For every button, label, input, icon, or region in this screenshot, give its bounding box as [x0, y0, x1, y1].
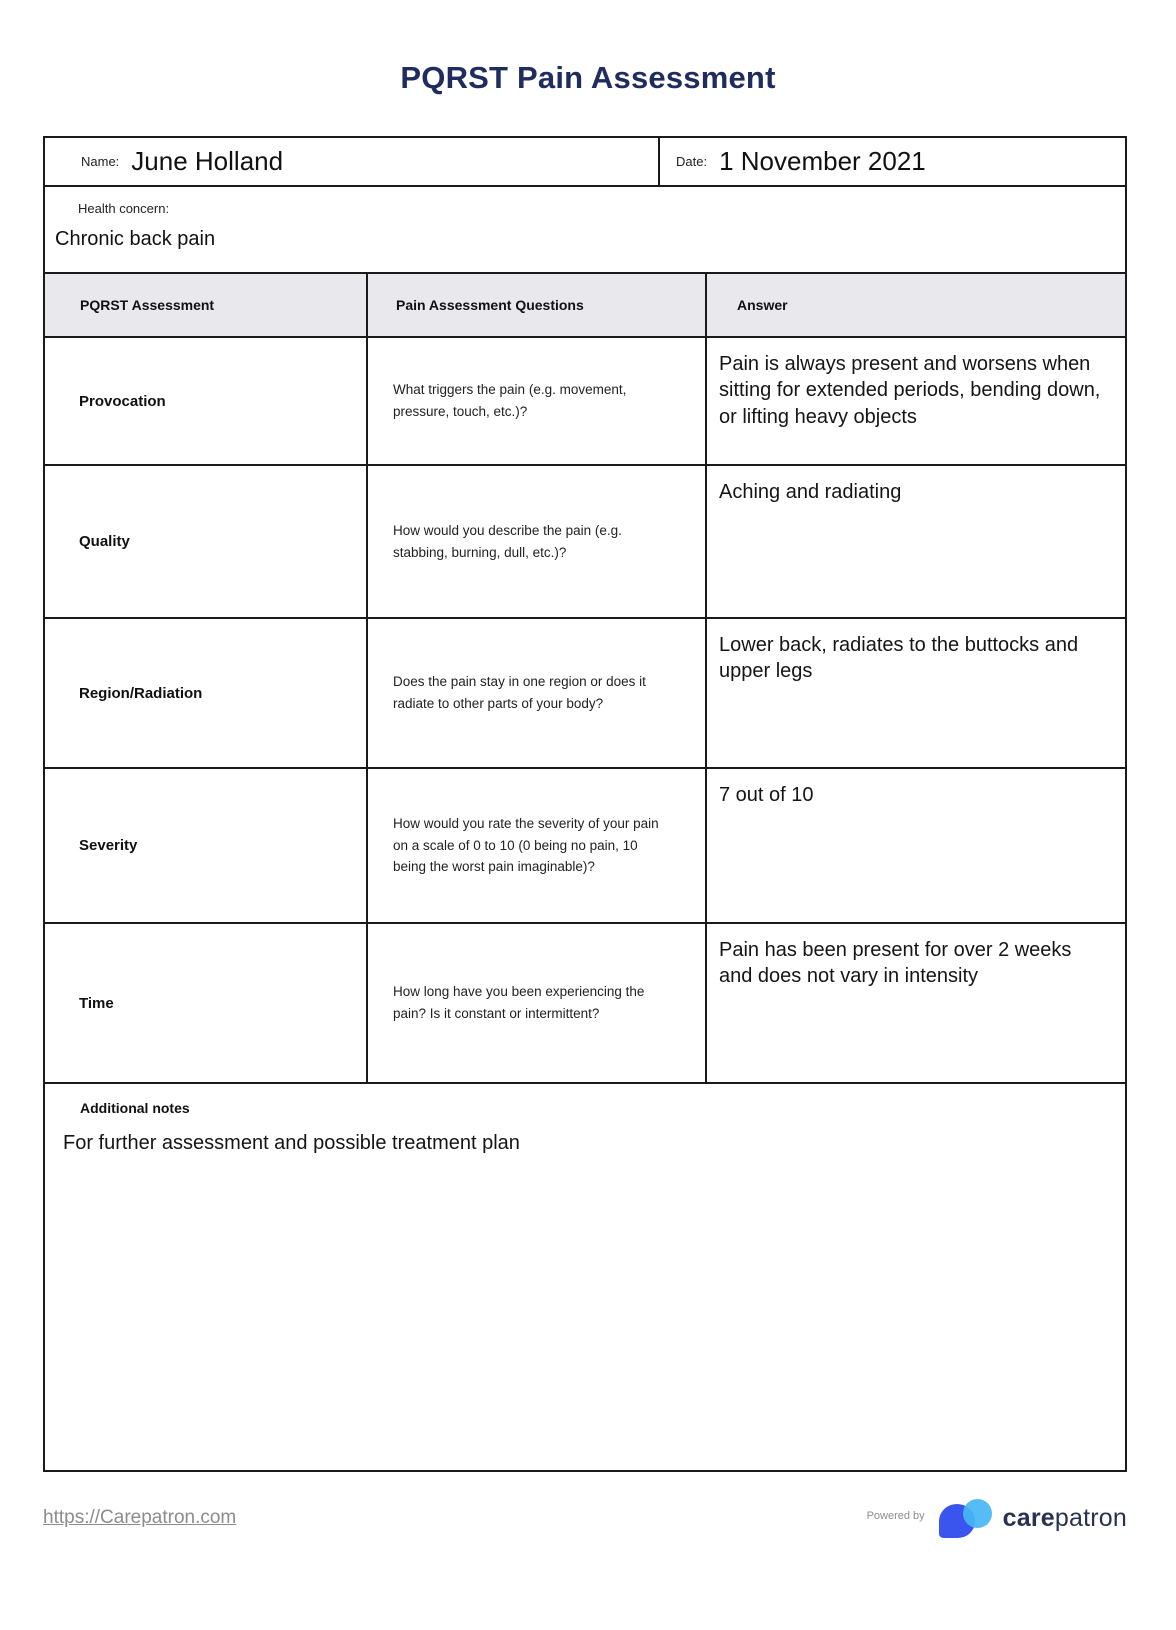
row-answer: Pain is always present and worsens when sitting for extended periods, bending down, or lifting heavy objects — [719, 353, 1101, 428]
brand-patron: patron — [1054, 1503, 1127, 1532]
row-question: What triggers the pain (e.g. movement, pressure, touch, etc.)? — [368, 338, 707, 464]
date-value: 1 November 2021 — [719, 146, 926, 176]
page-footer — [43, 1494, 1127, 1542]
date-label: Date: — [676, 154, 708, 169]
carepatron-brand — [867, 1497, 1127, 1539]
table-row-severity — [45, 769, 1125, 924]
logo-light-bubble-icon — [963, 1499, 992, 1528]
row-question: How long have you been experiencing the pain? Is it constant or intermittent? — [368, 924, 707, 1082]
row-answer: Aching and radiating — [719, 481, 902, 503]
row-label: Time — [45, 924, 368, 1082]
table-row-region-radiation — [45, 619, 1125, 769]
row-question: How would you rate the severity of your pain on a scale of 0 to 10 (0 being no pain, 10 being the worst pain imaginable)? — [368, 769, 707, 922]
assessment-form — [43, 136, 1127, 1472]
health-concern-field — [45, 187, 1125, 274]
additional-notes-label: Additional notes — [80, 1100, 190, 1116]
name-label: Name: — [81, 154, 120, 169]
row-answer: 7 out of 10 — [719, 784, 814, 806]
table-row-provocation — [45, 338, 1125, 466]
page-title: PQRST Pain Assessment — [400, 60, 776, 95]
table-row-quality — [45, 466, 1125, 619]
additional-notes-field — [45, 1084, 1125, 1470]
name-field — [45, 138, 658, 185]
row-answer: Pain has been present for over 2 weeks and does not vary in intensity — [719, 939, 1072, 988]
date-field — [658, 138, 1125, 185]
row-question: How would you describe the pain (e.g. stabbing, burning, dull, etc.)? — [368, 466, 707, 617]
row-label: Severity — [45, 769, 368, 922]
name-value: June Holland — [131, 146, 284, 176]
header-pain-assessment-questions: Pain Assessment Questions — [368, 274, 707, 336]
header-pqrst-assessment: PQRST Assessment — [45, 274, 368, 336]
name-date-row — [45, 138, 1125, 187]
header-answer: Answer — [737, 297, 788, 313]
table-header-row — [45, 274, 1125, 338]
powered-by-label: Powered by — [866, 1510, 925, 1522]
row-label: Quality — [45, 466, 368, 617]
row-label: Region/Radiation — [45, 619, 368, 767]
row-question: Does the pain stay in one region or does it radiate to other parts of your body? — [368, 619, 707, 767]
row-answer: Lower back, radiates to the buttocks and upper legs — [719, 634, 1079, 683]
brand-wordmark — [1003, 1504, 1127, 1533]
carepatron-logo-icon — [939, 1497, 995, 1539]
health-concern-label: Health concern: — [78, 201, 170, 216]
row-label: Provocation — [45, 338, 368, 464]
health-concern-value: Chronic back pain — [55, 228, 216, 250]
carepatron-link[interactable]: https://Carepatron.com — [43, 1507, 237, 1528]
brand-care: care — [1002, 1503, 1055, 1532]
table-row-time — [45, 924, 1125, 1084]
additional-notes-value: For further assessment and possible treatment plan — [63, 1132, 520, 1154]
